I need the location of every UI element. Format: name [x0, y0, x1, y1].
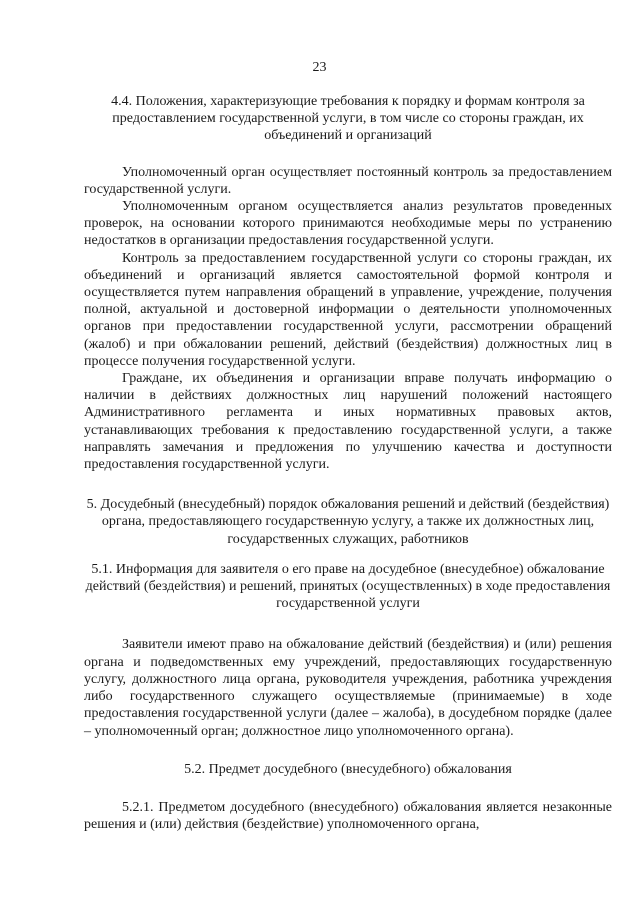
section-4-4-paragraph-4: Граждане, их объединения и организации вправе получать информацию о наличии в действиях должностных лиц нарушений положений настоящего Административного регламента и иных нормативных правовых актов, устанавливающих требования к предоставлению государственной услуги, а также направлять замечания и предложения по улучшению качества и доступности предоставления государственной услуги. — [84, 371, 612, 473]
section-4-4-heading: 4.4. Положения, характеризующие требования к порядку и формам контроля за предоставлением государственной услуги, в том числе со стороны граждан, их объединений и организаций — [111, 94, 585, 144]
section-4-4-paragraph-1: Уполномоченный орган осуществляет постоянный контроль за предоставлением государственной услуги. — [84, 164, 612, 197]
section-5-1-heading: 5.1. Информация для заявителя о его праве на досудебное (внесудебное) обжалование действий (бездействия) и решений, принятых (осуществленных) в ходе предоставления государственной услуги — [85, 561, 611, 612]
section-4-4-paragraph-2: Уполномоченным органом осуществляется анализ результатов проведенных проверок, на основании которого принимаются необходимые меры по устранению недостатков в организации предоставления государственной услуги. — [84, 199, 612, 249]
section-4-4-paragraph-3: Контроль за предоставлением государственной услуги со стороны граждан, их объединений и организаций является самостоятельной формой контроля и осуществляется путем направления обращений в управление, учреждение, получения полной, актуальной и достоверной информации о деятельности уполномоченных органов при предоставлении государственной услуги, рассмотрении обращений (жалоб) и при обжаловании решений, действий (бездействия) должностных лиц в процессе получения государственной услуги. — [84, 250, 612, 369]
document-body — [84, 93, 612, 833]
section-5-2-1-paragraph: 5.2.1. Предметом досудебного (внесудебного) обжалования является незаконные решения и (или) действия (бездействие) уполномоченного органа, — [84, 799, 612, 833]
section-5-1-paragraph: Заявители имеют право на обжалование действий (бездействия) и (или) решения органа и подведомственных ему учреждений, предоставляющих государственную услугу, должностного лица органа, руководителя учреждения, работника учреждения либо государственного служащего осуществляемые (принимаемые) в ходе предоставления государственной услуги (далее – жалоба), в досудебном порядке (далее – уполномоченный орган; должностное лицо уполномоченного органа). — [84, 637, 612, 739]
section-5-2-heading: 5.2. Предмет досудебного (внесудебного) обжалования — [184, 761, 512, 777]
section-5-heading: 5. Досудебный (внесудебный) порядок обжалования решений и действий (бездействия) органа, предоставляющего государственную услугу, а также их должностных лиц, государственных служащих, работников — [86, 497, 610, 547]
page-number: 23 — [312, 60, 327, 75]
